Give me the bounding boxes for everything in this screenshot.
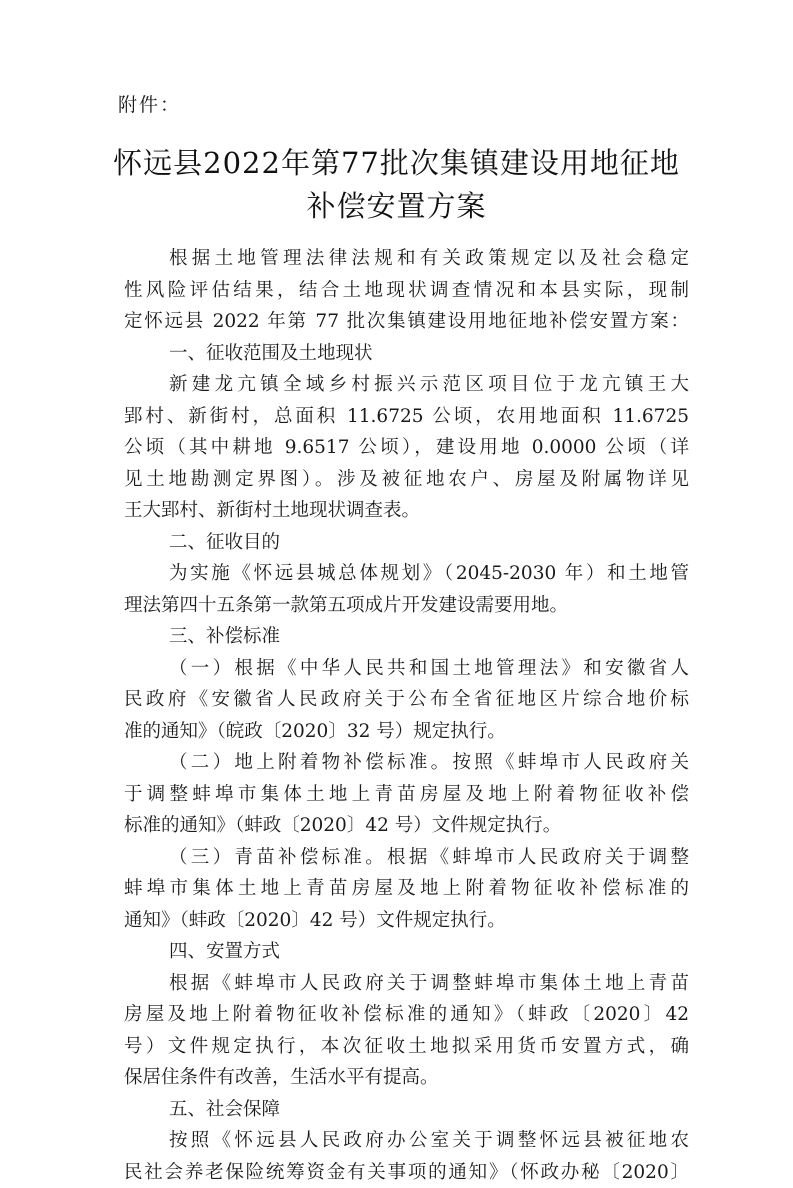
body-line: 号）文件规定执行，本次征收土地拟采用货币安置方式，确 bbox=[124, 1031, 689, 1063]
body-line: 二、征收目的 bbox=[124, 527, 689, 559]
body-line: 四、安置方式 bbox=[124, 936, 689, 968]
document-body bbox=[124, 243, 689, 1188]
body-line: 性风险评估结果，结合土地现状调查情况和本县实际，现制 bbox=[124, 275, 689, 307]
body-line: 新建龙亢镇全域乡村振兴示范区项目位于龙亢镇王大 bbox=[124, 369, 689, 401]
body-line: （三）青苗补偿标准。根据《蚌埠市人民政府关于调整 bbox=[124, 842, 689, 874]
body-line: 为实施《怀远县城总体规划》（2045-2030 年）和土地管 bbox=[124, 558, 689, 590]
body-line: 通知》（蚌政〔2020〕42 号）文件规定执行。 bbox=[124, 905, 689, 937]
body-line: 五、社会保障 bbox=[124, 1094, 689, 1126]
body-line: 定怀远县 2022 年第 77 批次集镇建设用地征地补偿安置方案： bbox=[124, 306, 689, 338]
body-line: 民社会养老保险统筹资金有关事项的通知》（怀政办秘〔2020〕 bbox=[124, 1157, 689, 1188]
body-line: 见土地勘测定界图）。涉及被征地农户、房屋及附属物详见 bbox=[124, 464, 689, 496]
body-line: （一）根据《中华人民共和国土地管理法》和安徽省人 bbox=[124, 653, 689, 685]
body-line: 按照《怀远县人民政府办公室关于调整怀远县被征地农 bbox=[124, 1125, 689, 1157]
body-line: 民政府《安徽省人民政府关于公布全省征地区片综合地价标 bbox=[124, 684, 689, 716]
body-line: 蚌埠市集体土地上青苗房屋及地上附着物征收补偿标准的 bbox=[124, 873, 689, 905]
body-line: 公顷（其中耕地 9.6517 公顷），建设用地 0.0000 公顷（详 bbox=[124, 432, 689, 464]
body-line: 标准的通知》（蚌政〔2020〕42 号）文件规定执行。 bbox=[124, 810, 689, 842]
body-line: 根据土地管理法律法规和有关政策规定以及社会稳定 bbox=[124, 243, 689, 275]
body-line: 准的通知》（皖政〔2020〕32 号）规定执行。 bbox=[124, 716, 689, 748]
title-line-1: 怀远县2022年第77批次集镇建设用地征地 bbox=[100, 142, 693, 185]
body-line: 于调整蚌埠市集体土地上青苗房屋及地上附着物征收补偿 bbox=[124, 779, 689, 811]
body-line: 一、征收范围及土地现状 bbox=[124, 338, 689, 370]
body-line: 理法第四十五条第一款第五项成片开发建设需要用地。 bbox=[124, 590, 689, 622]
body-line: 三、补偿标准 bbox=[124, 621, 689, 653]
body-line: 保居住条件有改善，生活水平有提高。 bbox=[124, 1062, 689, 1094]
body-line: 郢村、新街村，总面积 11.6725 公顷，农用地面积 11.6725 bbox=[124, 401, 689, 433]
title-line-2: 补偿安置方案 bbox=[100, 185, 693, 228]
body-line: （二）地上附着物补偿标准。按照《蚌埠市人民政府关 bbox=[124, 747, 689, 779]
body-line: 根据《蚌埠市人民政府关于调整蚌埠市集体土地上青苗 bbox=[124, 968, 689, 1000]
body-line: 房屋及地上附着物征收补偿标准的通知》（蚌政〔2020〕42 bbox=[124, 999, 689, 1031]
document-title bbox=[100, 142, 693, 228]
attachment-label: 附件： bbox=[118, 90, 181, 117]
body-line: 王大郢村、新街村土地现状调查表。 bbox=[124, 495, 689, 527]
